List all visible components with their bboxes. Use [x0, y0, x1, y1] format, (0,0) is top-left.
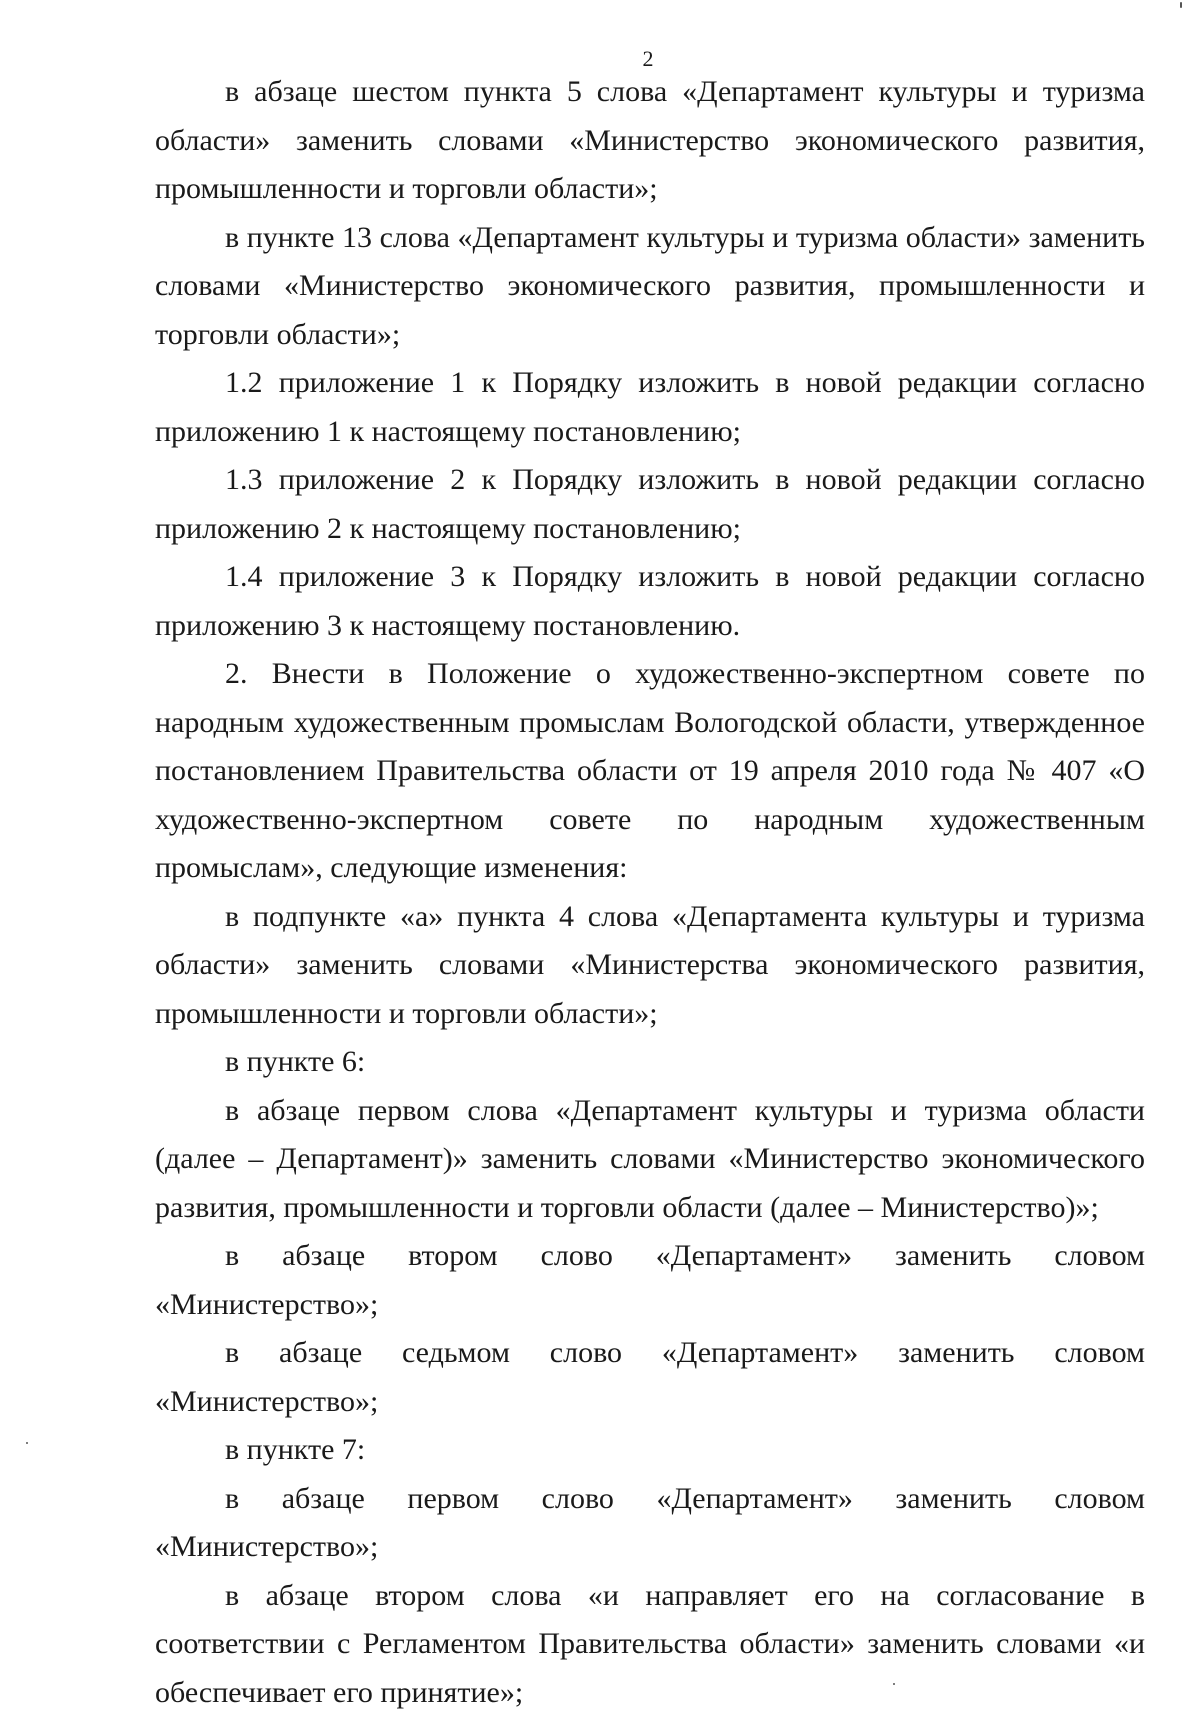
paragraph: в пункте 6: [155, 1038, 1145, 1087]
paragraph: 1.3 приложение 2 к Порядку изложить в новой редакции согласно приложению 2 к настоящему постановлению; [155, 456, 1145, 553]
paragraph: 1.4 приложение 3 к Порядку изложить в новой редакции согласно приложению 3 к настоящему постановлению. [155, 553, 1145, 650]
paragraph: в абзаце первом слово «Департамент» заменить словом «Министерство»; [155, 1475, 1145, 1572]
paragraph: в пункте 13 слова «Департамент культуры и туризма области» заменить словами «Министерство экономического развития, промышленности и торговли области»; [155, 214, 1145, 360]
paragraph: в абзаце седьмом слово «Департамент» заменить словом «Министерство»; [155, 1329, 1145, 1426]
paragraph: в пункте 7: [155, 1426, 1145, 1475]
document-body [155, 68, 1145, 1717]
page-number: 2 [0, 46, 1200, 72]
scan-dot [26, 1442, 28, 1444]
paragraph: в абзаце первом слова «Департамент культуры и туризма области (далее – Департамент)» заменить словами «Министерство экономического развития, промышленности и торговли области (далее – Министерство)»; [155, 1087, 1145, 1233]
paragraph: 2. Внести в Положение о художественно-экспертном совете по народным художественным промыслам Вологодской области, утвержденное постановлением Правительства области от 19 апреля 2010 года № 407 «О художественно-экспертном совете по народным художественным промыслам», следующие изменения: [155, 650, 1145, 893]
paragraph: в абзаце втором слова «и направляет его на согласование в соответствии с Регламентом Правительства области» заменить словами «и обеспечивает его принятие»; [155, 1572, 1145, 1717]
scan-dot [1180, 2, 1182, 8]
paragraph: в подпункте «а» пункта 4 слова «Департамента культуры и туризма области» заменить словами «Министерства экономического развития, промышленности и торговли области»; [155, 893, 1145, 1039]
scan-dot [893, 1683, 895, 1685]
paragraph: 1.2 приложение 1 к Порядку изложить в новой редакции согласно приложению 1 к настоящему постановлению; [155, 359, 1145, 456]
paragraph: в абзаце шестом пункта 5 слова «Департамент культуры и туризма области» заменить словами «Министерство экономического развития, промышленности и торговли области»; [155, 68, 1145, 214]
paragraph: в абзаце втором слово «Департамент» заменить словом «Министерство»; [155, 1232, 1145, 1329]
